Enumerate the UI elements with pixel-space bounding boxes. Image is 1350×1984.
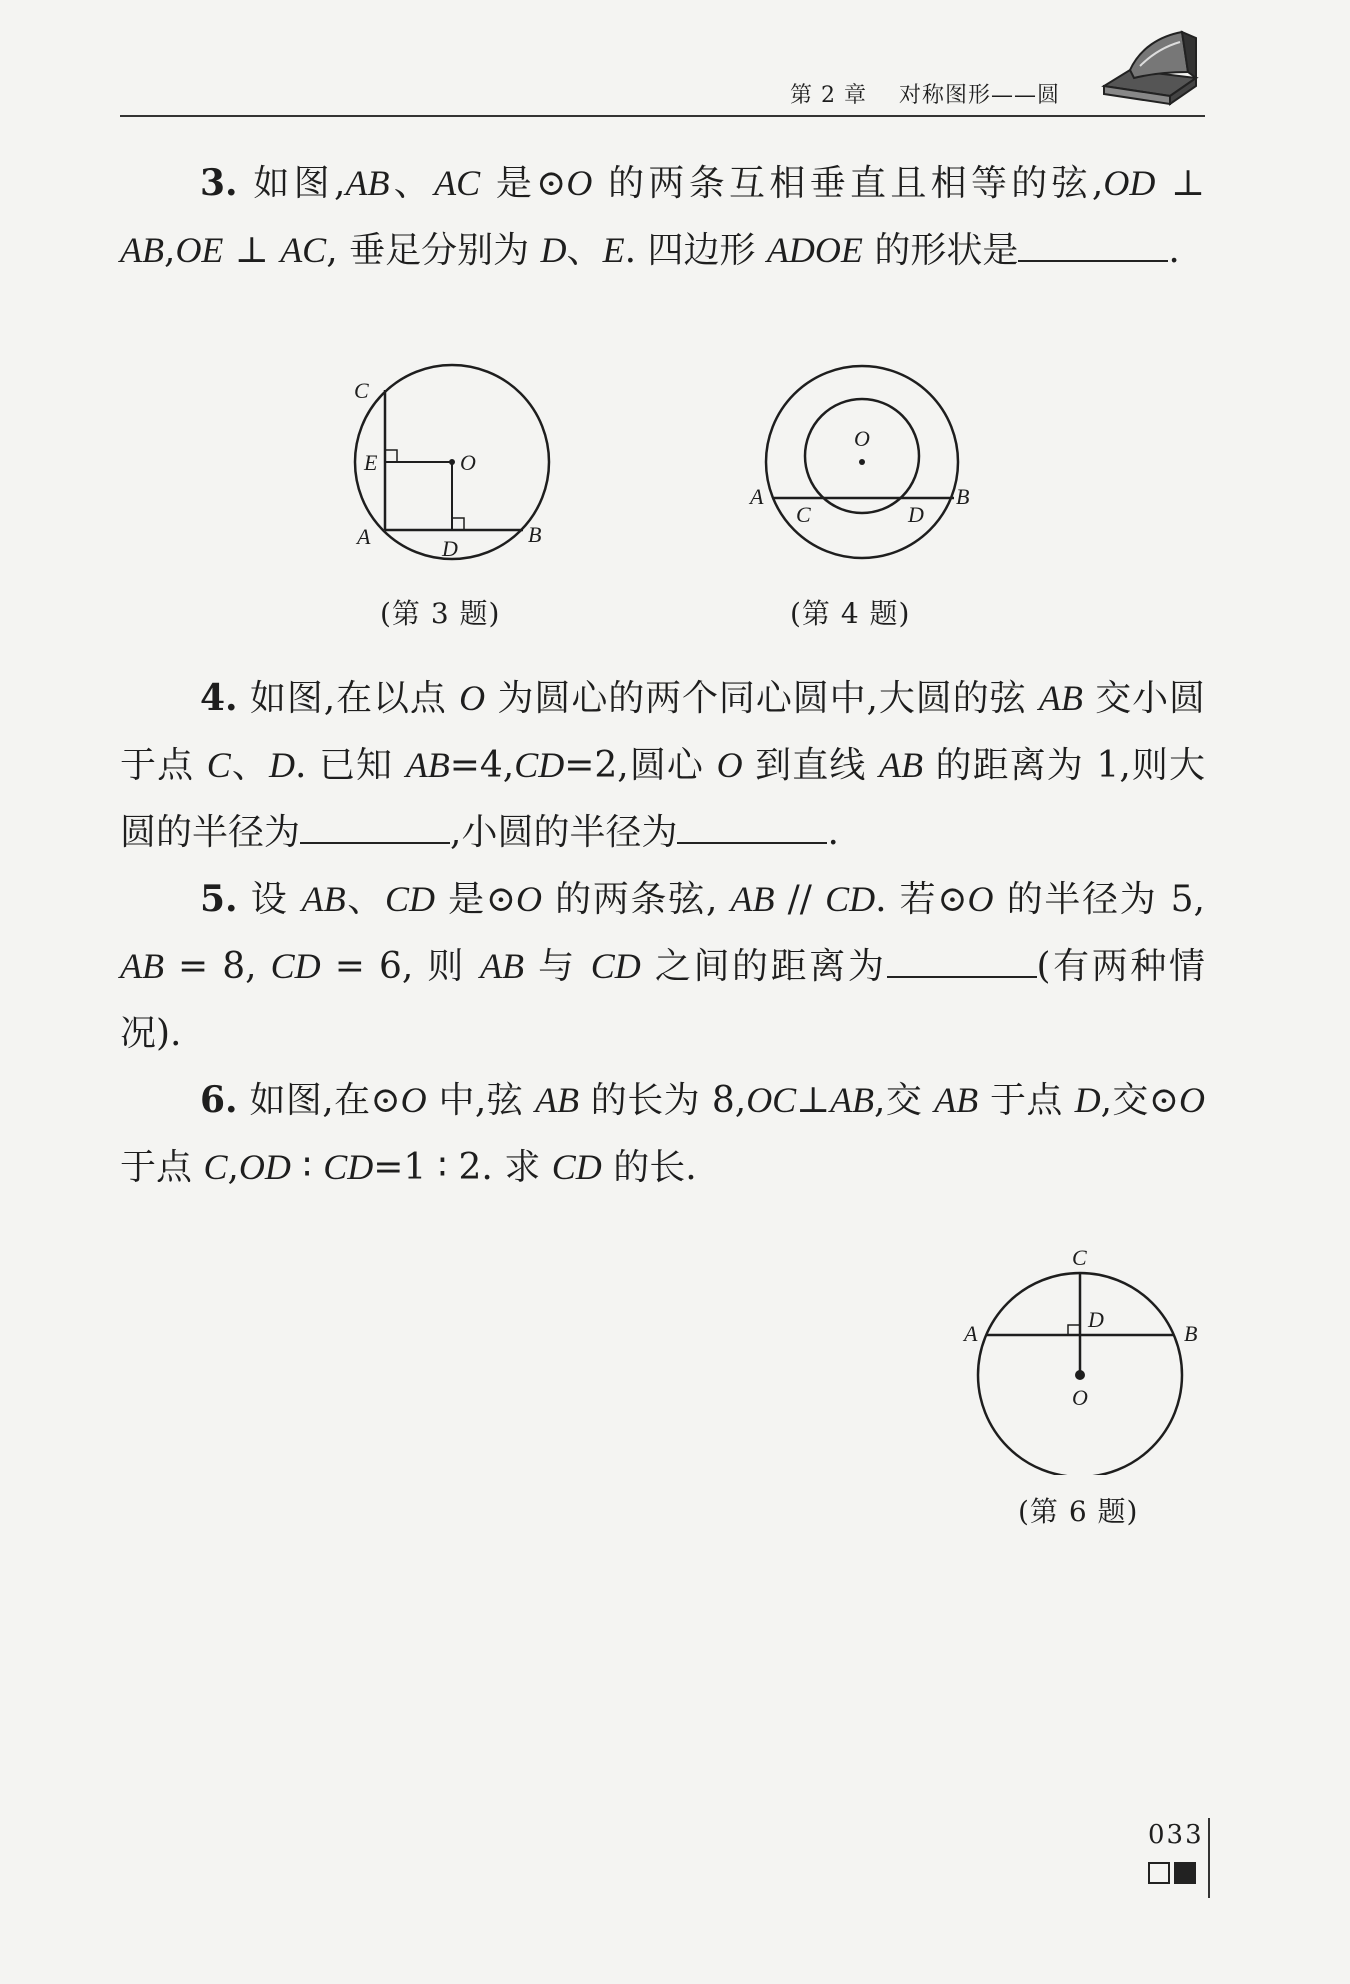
fig4-label-a: A [750, 484, 764, 509]
text: = 6, 则 [320, 946, 481, 987]
text: ,交 [874, 1080, 935, 1121]
figure-6-caption: (第 6 题) [1018, 1495, 1139, 1528]
text: = 8, [163, 946, 271, 987]
answer-blank[interactable] [300, 812, 450, 844]
text: 的距离为 1,则大圆的半径为 [120, 745, 1205, 853]
fig3-label-e: E [364, 450, 378, 475]
footer-marks [1148, 1862, 1200, 1888]
problem-3-number: 3. [200, 162, 238, 204]
text: 的长为 8, [578, 1080, 747, 1121]
math-var: D [540, 230, 567, 270]
fig4-label-d: D [908, 502, 924, 527]
fig4-label-b: B [956, 484, 970, 509]
text: =4, [449, 745, 515, 786]
text: . 四边形 [624, 230, 767, 271]
math-var: OD [1103, 163, 1156, 203]
text: 之间的距离为 [640, 946, 887, 987]
figure-6 [950, 1235, 1210, 1475]
text: 是⊙ [480, 163, 567, 204]
text: 、 [230, 745, 269, 786]
answer-blank[interactable] [1018, 230, 1168, 262]
math-var: ADOE [766, 230, 863, 270]
text: ,交⊙ [1100, 1080, 1179, 1121]
text: 于点 [120, 1147, 204, 1188]
text: , [163, 230, 176, 271]
text: 的两条弦, [542, 879, 731, 920]
figure-3 [340, 360, 570, 570]
text: . [827, 812, 839, 853]
math-var: AB [878, 745, 923, 785]
math-var: CD [825, 879, 876, 919]
math-var: C [203, 1147, 228, 1187]
text: 到直线 [742, 745, 879, 786]
fig3-label-d: D [442, 536, 458, 561]
math-var: AC [280, 230, 327, 270]
fig3-right-angle-d [452, 518, 464, 530]
text: . [1168, 230, 1180, 271]
text: , 垂足分别为 [326, 230, 541, 271]
fig6-label-a: A [964, 1321, 978, 1346]
math-var: CD [270, 946, 321, 986]
text: 、 [566, 230, 603, 271]
math-var: AB [405, 745, 450, 785]
figure-4-caption: (第 4 题) [790, 597, 911, 630]
header-divider [120, 115, 1205, 117]
footer-square-empty-icon [1148, 1862, 1170, 1884]
math-var: CD [590, 946, 641, 986]
math-var: CD [551, 1147, 602, 1187]
fig6-label-c: C [1072, 1245, 1087, 1270]
fig6-center-point [1075, 1370, 1085, 1380]
math-var: C [206, 745, 231, 785]
math-var: AB [830, 1080, 875, 1120]
fig3-right-angle-e [385, 450, 397, 462]
text: 的形状是 [862, 230, 1019, 271]
running-header [790, 78, 1060, 109]
math-var: CD [323, 1147, 374, 1187]
math-var: AC [434, 163, 481, 203]
text: . 已知 [294, 745, 406, 786]
math-var: AB [301, 879, 346, 919]
problem-6-number: 6. [200, 1079, 238, 1121]
figure-4 [748, 358, 988, 570]
text: . 若⊙ [875, 879, 968, 920]
text: =2,圆心 [564, 745, 717, 786]
text: 、 [389, 163, 435, 204]
text: 于点 [978, 1080, 1075, 1121]
math-var: CD [514, 745, 565, 785]
math-var: AB [534, 1080, 579, 1120]
text: 的长. [601, 1147, 697, 1188]
footer-square-filled-icon [1174, 1862, 1196, 1884]
text: 的两条互相垂直且相等的弦, [592, 163, 1104, 204]
figure-3-caption: (第 3 题) [380, 597, 501, 630]
fig4-small-circle [805, 399, 919, 513]
math-var: AB [120, 230, 164, 270]
text: ⊥ [1155, 163, 1205, 204]
fig3-label-b: B [528, 522, 542, 547]
problem-3 [120, 150, 1205, 284]
text: 与 [524, 946, 591, 987]
math-var: D [268, 745, 295, 785]
text: 如图,在以点 [249, 678, 460, 719]
math-var: O [716, 745, 743, 785]
text: , [227, 1147, 239, 1188]
fig4-label-o: O [854, 426, 870, 451]
problem-6 [120, 1067, 1205, 1201]
fig3-center-point [449, 459, 455, 465]
answer-blank[interactable] [677, 812, 827, 844]
math-var: O [1179, 1080, 1205, 1120]
chapter-number: 第 2 章 [790, 83, 867, 108]
math-var: OC [746, 1080, 797, 1120]
fig3-label-a: A [357, 524, 371, 549]
math-var: AB [345, 163, 390, 203]
footer-divider [1208, 1818, 1210, 1898]
math-var: OE [175, 230, 224, 270]
fig4-label-c: C [796, 502, 811, 527]
text: 如图, [253, 163, 346, 204]
text: 、 [345, 879, 385, 920]
math-var: AB [120, 946, 164, 986]
text: =1 ∶ 2. 求 [373, 1147, 552, 1188]
text: ⊥ [796, 1080, 831, 1121]
chapter-title: 对称图形——圆 [898, 83, 1060, 108]
fig6-label-d: D [1088, 1307, 1104, 1332]
math-var: AB [934, 1080, 979, 1120]
text: ,小圆的半径为 [450, 812, 678, 853]
fig3-label-o: O [460, 450, 476, 475]
math-var: O [566, 163, 593, 203]
fig6-right-angle-d [1068, 1325, 1080, 1335]
fig6-label-b: B [1184, 1321, 1198, 1346]
text: 的半径为 5, [993, 879, 1205, 920]
fig3-label-c: C [354, 378, 369, 403]
problem-5-number: 5. [200, 878, 238, 920]
math-var: D [1074, 1080, 1101, 1120]
page-number: 033 [1148, 1820, 1204, 1850]
math-var: O [400, 1080, 427, 1120]
fig6-label-o: O [1072, 1385, 1088, 1410]
book-icon [1100, 28, 1200, 108]
text: ∶ [290, 1147, 324, 1188]
text: 为圆心的两个同心圆中,大圆的弦 [485, 678, 1039, 719]
text: ⊥ [223, 230, 281, 271]
math-var: AB [480, 946, 525, 986]
math-var: CD [384, 879, 435, 919]
problem-4 [120, 665, 1205, 866]
text: // [774, 879, 826, 920]
math-var: O [516, 879, 543, 919]
math-var: E [602, 230, 625, 270]
text: 如图,在⊙ [249, 1080, 401, 1121]
fig4-center-point [859, 459, 865, 465]
math-var: O [459, 678, 486, 718]
answer-blank[interactable] [887, 946, 1037, 978]
text: 交小圆于点 [120, 678, 1205, 786]
math-var: AB [1038, 678, 1083, 718]
math-var: OD [238, 1147, 291, 1187]
text: 设 [250, 879, 302, 920]
text: (有两种情况). [120, 946, 1206, 1054]
text: 是⊙ [435, 879, 517, 920]
problem-4-number: 4. [200, 677, 238, 719]
text: 中,弦 [426, 1080, 535, 1121]
math-var: AB [730, 879, 775, 919]
math-var: O [967, 879, 994, 919]
problem-5 [120, 866, 1205, 1067]
